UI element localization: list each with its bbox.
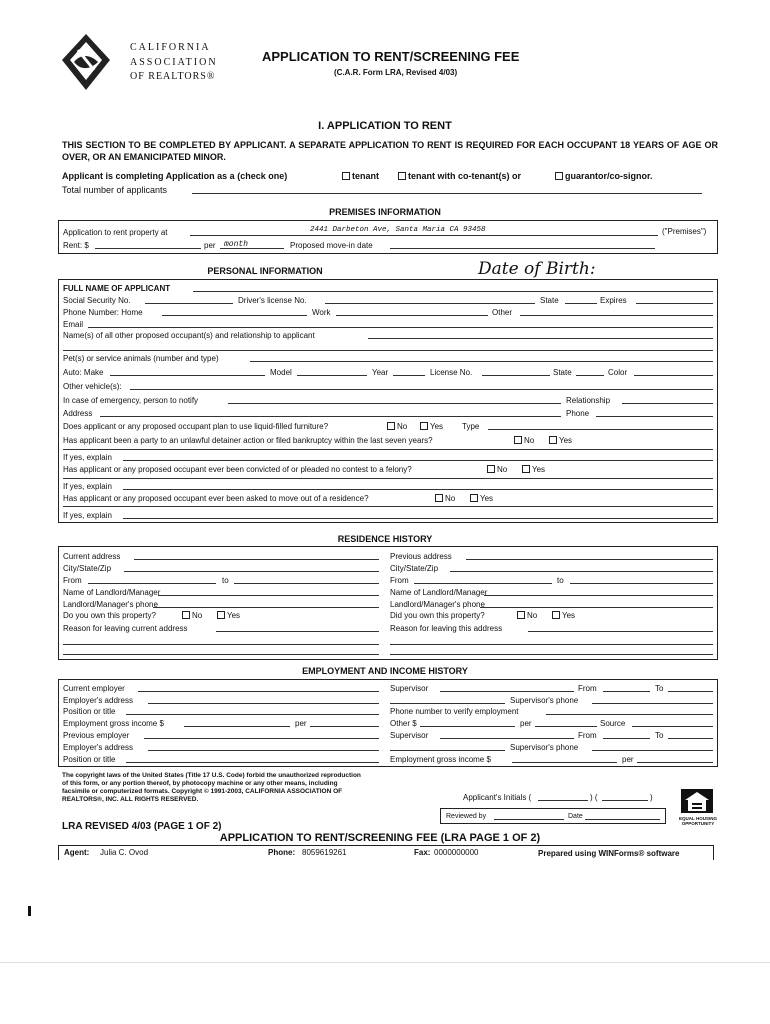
to-emp-field-1[interactable]	[668, 691, 713, 692]
yes-label: Yes	[532, 465, 546, 474]
license-field[interactable]	[482, 375, 550, 376]
own-yes-2-checkbox[interactable]	[552, 611, 560, 619]
equal-housing-icon	[680, 788, 714, 814]
reviewed-label: Reviewed by	[446, 813, 487, 820]
model-field[interactable]	[297, 375, 367, 376]
own-no-1[interactable]	[180, 611, 202, 620]
reason-current-line-2[interactable]	[63, 644, 379, 645]
employer-address-extra-2[interactable]	[390, 750, 505, 751]
color-label: Color	[608, 368, 628, 377]
other-dollar-label: Other $	[390, 719, 417, 728]
employer-address-field-1[interactable]	[148, 703, 379, 704]
to-label-2: to	[557, 576, 564, 585]
no-label: No	[397, 422, 408, 431]
cotenant-label: tenant with co-tenant(s) or	[408, 171, 521, 181]
personal-heading: PERSONAL INFORMATION	[207, 266, 323, 276]
q-felony-label: Has applicant or any proposed occupant ever been convicted of or pleaded no contest to a felony?	[63, 465, 412, 474]
q-detainer-no[interactable]	[512, 436, 534, 445]
handwritten-dob: Date of Birth:	[478, 259, 596, 279]
if-yes-3-field[interactable]	[123, 518, 713, 519]
premises-tag: ("Premises")	[662, 227, 707, 236]
own-yes-1[interactable]	[215, 611, 240, 620]
reason-current-line-3[interactable]	[63, 654, 379, 655]
yes-label: Yes	[559, 436, 573, 445]
previous-address-label: Previous address	[390, 552, 452, 561]
year-field[interactable]	[393, 375, 425, 376]
if-yes-3: If yes, explain	[63, 511, 112, 520]
cotenant-checkbox[interactable]	[398, 172, 406, 180]
others-field-2[interactable]	[63, 350, 713, 351]
address2-field[interactable]	[100, 416, 561, 417]
full-name-label: FULL NAME OF APPLICANT	[63, 284, 171, 293]
tenant-label: tenant	[352, 171, 379, 181]
no-label: No	[527, 611, 538, 620]
own-no-2[interactable]	[515, 611, 537, 620]
other-vehicles-label: Other vehicle(s):	[63, 382, 122, 391]
residence-heading: RESIDENCE HISTORY	[337, 534, 433, 544]
phone-home-label: Phone Number: Home	[63, 308, 143, 317]
opt-tenant[interactable]	[340, 172, 379, 181]
q-detainer-yes-checkbox[interactable]	[549, 436, 557, 444]
q-move-label: Has applicant or any proposed occupant ever been asked to move out of a residence?	[63, 494, 369, 503]
to-label-1: to	[222, 576, 229, 585]
no-label: No	[192, 611, 203, 620]
from-emp-label-2: From	[578, 731, 597, 740]
previous-address-field[interactable]	[466, 559, 713, 560]
reason-prev-line-3[interactable]	[390, 654, 713, 655]
per-label: per	[204, 241, 216, 250]
supervisor-label-2: Supervisor	[390, 731, 429, 740]
q-detainer-no-checkbox[interactable]	[514, 436, 522, 444]
state-field[interactable]	[565, 303, 597, 304]
sup-phone-label-2: Supervisor's phone	[510, 743, 579, 752]
org-name-line3: OF REALTORS®	[130, 71, 216, 82]
employer-address-label-2: Employer's address	[63, 743, 133, 752]
license-label: License No.	[430, 368, 473, 377]
opt-guarantor[interactable]	[553, 172, 653, 181]
state2-field[interactable]	[576, 375, 604, 376]
type-field[interactable]	[488, 429, 713, 430]
relationship-field[interactable]	[622, 403, 713, 404]
dl-field[interactable]	[325, 303, 535, 304]
applicant-as-label: Applicant is completing Application as a (check one)	[62, 171, 288, 181]
if-yes-2-field[interactable]	[123, 489, 713, 490]
yes-label: Yes	[227, 611, 241, 620]
landlord-phone-field-2[interactable]	[480, 607, 713, 608]
tenant-checkbox[interactable]	[342, 172, 350, 180]
q-liquid-label: Does applicant or any proposed occupant plan to use liquid-filled furniture?	[63, 422, 329, 431]
initials-mid: ) (	[590, 793, 598, 802]
q-detainer-label: Has applicant been a party to an unlawful detainer action or filed bankruptcy within the last seven years?	[63, 436, 433, 445]
auto-make-field[interactable]	[110, 375, 265, 376]
from-label-2: From	[390, 576, 409, 585]
reason-prev-line-2[interactable]	[390, 644, 713, 645]
reason-current-field[interactable]	[216, 631, 379, 632]
phone-footer-value: 8059619261	[302, 848, 347, 857]
copyright-text: The copyright laws of the United States (Title 17 U.S. Code) forbid the unauthorized reproduction of this form, or any portion thereof, by photocopy machine or any other means, including facsimile or computerized formats. Copyright © 1991-2003, CALIFORNIA ASSOCIATION OF REALTORS®, INC. ALL RIGHTS RESERVED.	[62, 772, 361, 803]
landlord-phone-field-1[interactable]	[153, 607, 379, 608]
bottom-title: APPLICATION TO RENT/SCREENING FEE (LRA PAGE 1 OF 2)	[219, 832, 541, 844]
landlord-field-2[interactable]	[484, 595, 713, 596]
pets-field[interactable]	[250, 361, 713, 362]
q-liquid-no[interactable]	[385, 422, 407, 431]
date-label: Date	[568, 813, 583, 820]
to-emp-label-2: To	[655, 731, 664, 740]
from-label-1: From	[63, 576, 82, 585]
initials-field-2[interactable]	[602, 800, 648, 801]
from-field-2[interactable]	[414, 583, 552, 584]
source-field[interactable]	[632, 726, 713, 727]
fax-value: 0000000000	[434, 848, 479, 857]
ssn-label: Social Security No.	[63, 296, 131, 305]
phone-home-field[interactable]	[162, 315, 307, 316]
current-address-field[interactable]	[134, 559, 379, 560]
per-other-label: per	[520, 719, 532, 728]
year-label: Year	[372, 368, 389, 377]
opt-cotenant[interactable]	[396, 172, 521, 181]
sup-phone-label-1: Supervisor's phone	[510, 696, 579, 705]
prepared-label: Prepared using WINForms® software	[538, 849, 680, 858]
q-detainer-line[interactable]	[63, 449, 713, 450]
initials-field-1[interactable]	[538, 800, 588, 801]
fax-label: Fax:	[414, 848, 431, 857]
total-applicants-field[interactable]	[192, 193, 702, 194]
work-label: Work	[312, 308, 331, 317]
q-felony-no-checkbox[interactable]	[487, 465, 495, 473]
relationship-label: Relationship	[566, 396, 611, 405]
guarantor-checkbox[interactable]	[555, 172, 563, 180]
landlord-phone-label-1: Landlord/Manager's phone	[63, 600, 158, 609]
gross-field-2[interactable]	[512, 762, 617, 763]
total-applicants-label: Total number of applicants	[62, 185, 168, 195]
current-employer-field[interactable]	[138, 691, 379, 692]
own-yes-2[interactable]	[550, 611, 575, 620]
position-field-1[interactable]	[126, 714, 379, 715]
gross-label-1: Employment gross income $	[63, 719, 164, 728]
phone-footer-label: Phone:	[268, 848, 296, 857]
expires-label: Expires	[600, 296, 627, 305]
yes-label: Yes	[562, 611, 576, 620]
org-name-line1: CALIFORNIA	[130, 42, 211, 53]
expires-field[interactable]	[636, 303, 713, 304]
date-field[interactable]	[585, 819, 660, 820]
other-dollar-field[interactable]	[420, 726, 515, 727]
per-emp-label-1: per	[295, 719, 307, 728]
supervisor-label-1: Supervisor	[390, 684, 429, 693]
initials-label: Applicant's Initials (	[463, 793, 532, 802]
own-yes-1-checkbox[interactable]	[217, 611, 225, 619]
email-label: Email	[63, 320, 84, 329]
pets-label: Pet(s) or service animals (number and type)	[63, 354, 219, 363]
landlord-field-1[interactable]	[158, 595, 379, 596]
eho-label: EQUAL HOUSING OPPORTUNITY	[679, 816, 717, 826]
verify-phone-label: Phone number to verify employment	[390, 707, 519, 716]
own-q-label-2: Did you own this property?	[390, 611, 485, 620]
form-title: APPLICATION TO RENT/SCREENING FEE	[262, 49, 520, 64]
ssn-field[interactable]	[145, 303, 233, 304]
address2-label: Address	[63, 409, 93, 418]
to-field-1[interactable]	[234, 583, 379, 584]
per-value: month	[224, 240, 249, 249]
sup-phone-field-1[interactable]	[592, 703, 713, 704]
q-liquid-yes[interactable]	[418, 422, 443, 431]
state-label: State	[540, 296, 559, 305]
dl-label: Driver's license No.	[238, 296, 307, 305]
current-employer-label: Current employer	[63, 684, 125, 693]
from-emp-field-1[interactable]	[603, 691, 650, 692]
no-label: No	[445, 494, 456, 503]
reason-prev-field[interactable]	[528, 631, 713, 632]
org-name-line2: ASSOCIATION	[130, 57, 218, 68]
emergency-field[interactable]	[228, 403, 561, 404]
address-label: Application to rent property at	[63, 228, 168, 237]
email-field[interactable]	[88, 327, 713, 328]
scan-margin-mark	[28, 906, 31, 916]
full-name-field[interactable]	[193, 291, 713, 292]
city-field-2[interactable]	[450, 571, 713, 572]
supervisor-field-2[interactable]	[440, 738, 574, 739]
from-emp-label-1: From	[578, 684, 597, 693]
city-label-1: City/State/Zip	[63, 564, 112, 573]
color-field[interactable]	[634, 375, 713, 376]
from-field-1[interactable]	[88, 583, 216, 584]
own-no-2-checkbox[interactable]	[517, 611, 525, 619]
revised-label: LRA REVISED 4/03 (PAGE 1 OF 2)	[62, 821, 222, 832]
model-label: Model	[270, 368, 292, 377]
if-yes-1: If yes, explain	[63, 453, 112, 462]
q-liquid-no-checkbox[interactable]	[387, 422, 395, 430]
scan-bottom-line	[0, 962, 770, 963]
rent-label: Rent: $	[63, 241, 89, 250]
q-felony-yes-checkbox[interactable]	[522, 465, 530, 473]
address-field[interactable]	[190, 235, 658, 236]
agent-label: Agent:	[64, 848, 90, 857]
section-title: I. APPLICATION TO RENT	[318, 120, 452, 132]
gross-label-2: Employment gross income $	[390, 755, 491, 764]
q-move-yes[interactable]	[468, 494, 493, 503]
rent-field[interactable]	[95, 248, 201, 249]
guarantor-label: guarantor/co-signor.	[565, 171, 653, 181]
reason-prev-label: Reason for leaving this address	[390, 624, 503, 633]
reason-current-label: Reason for leaving current address	[63, 624, 188, 633]
agent-value: Julia C. Ovod	[100, 848, 149, 857]
per-emp-field-2[interactable]	[637, 762, 713, 763]
employer-address-extra-1[interactable]	[390, 703, 505, 704]
q-move-yes-checkbox[interactable]	[470, 494, 478, 502]
other-phone-field[interactable]	[520, 315, 713, 316]
to-emp-field-2[interactable]	[668, 738, 713, 739]
no-label: No	[497, 465, 508, 474]
own-no-1-checkbox[interactable]	[182, 611, 190, 619]
form-subtitle: (C.A.R. Form LRA, Revised 4/03)	[334, 68, 458, 77]
to-field-2[interactable]	[570, 583, 713, 584]
landlord-label-1: Name of Landlord/Manager	[63, 588, 161, 597]
others-field[interactable]	[368, 338, 713, 339]
per-emp-field-1[interactable]	[310, 726, 379, 727]
employment-heading: EMPLOYMENT AND INCOME HISTORY	[302, 666, 468, 676]
per-other-field[interactable]	[535, 726, 597, 727]
initials-end: )	[650, 793, 653, 802]
q-felony-yes[interactable]	[520, 465, 545, 474]
move-in-label: Proposed move-in date	[290, 241, 373, 250]
q-move-line[interactable]	[63, 506, 713, 507]
from-emp-field-2[interactable]	[603, 738, 650, 739]
q-move-no[interactable]	[433, 494, 455, 503]
q-liquid-yes-checkbox[interactable]	[420, 422, 428, 430]
supervisor-field-1[interactable]	[440, 691, 574, 692]
address-value: 2441 Darbeton Ave, Santa Maria CA 93458	[310, 226, 486, 234]
position-label-1: Position or title	[63, 707, 116, 716]
per-emp-label-2: per	[622, 755, 634, 764]
type-label: Type	[462, 422, 480, 431]
previous-employer-field[interactable]	[144, 738, 379, 739]
landlord-phone-label-2: Landlord/Manager's phone	[390, 600, 485, 609]
if-yes-1-field[interactable]	[123, 460, 713, 461]
auto-make-label: Auto: Make	[63, 368, 104, 377]
current-address-label: Current address	[63, 552, 121, 561]
car-logo-icon	[60, 32, 112, 94]
verify-phone-field[interactable]	[546, 714, 713, 715]
other-phone-label: Other	[492, 308, 513, 317]
others-label: Name(s) of all other proposed occupant(s) and relationship to applicant	[63, 331, 315, 340]
gross-field-1[interactable]	[184, 726, 290, 727]
position-field-2[interactable]	[126, 762, 379, 763]
yes-label: Yes	[480, 494, 494, 503]
q-detainer-yes[interactable]	[547, 436, 572, 445]
no-label: No	[524, 436, 535, 445]
sup-phone-field-2[interactable]	[592, 750, 713, 751]
intro-text: THIS SECTION TO BE COMPLETED BY APPLICANT. A SEPARATE APPLICATION TO RENT IS REQUIRED FOR EACH OCCUPANT 18 YEARS OF AGE OR OVER, OR AN EMANICIPATED MINOR.	[62, 140, 718, 162]
emergency-label: In case of emergency, person to notify	[63, 396, 199, 405]
premises-heading: PREMISES INFORMATION	[329, 207, 441, 217]
move-in-field[interactable]	[390, 248, 655, 249]
city-label-2: City/State/Zip	[390, 564, 439, 573]
if-yes-2: If yes, explain	[63, 482, 112, 491]
position-label-2: Position or title	[63, 755, 116, 764]
landlord-label-2: Name of Landlord/Manager	[390, 588, 488, 597]
reviewed-field[interactable]	[494, 819, 564, 820]
city-field-1[interactable]	[124, 571, 379, 572]
q-felony-no[interactable]	[485, 465, 507, 474]
own-q-label-1: Do you own this property?	[63, 611, 156, 620]
source-label: Source	[600, 719, 626, 728]
q-felony-line[interactable]	[63, 478, 713, 479]
work-field[interactable]	[336, 315, 488, 316]
phone2-field[interactable]	[596, 416, 713, 417]
car-logo	[60, 32, 112, 94]
to-emp-label-1: To	[655, 684, 664, 693]
previous-employer-label: Previous employer	[63, 731, 130, 740]
employer-address-label-1: Employer's address	[63, 696, 133, 705]
state2-label: State	[553, 368, 572, 377]
other-vehicles-field[interactable]	[130, 389, 713, 390]
q-move-no-checkbox[interactable]	[435, 494, 443, 502]
employer-address-field-2[interactable]	[148, 750, 379, 751]
yes-label: Yes	[430, 422, 444, 431]
phone2-label: Phone	[566, 409, 590, 418]
